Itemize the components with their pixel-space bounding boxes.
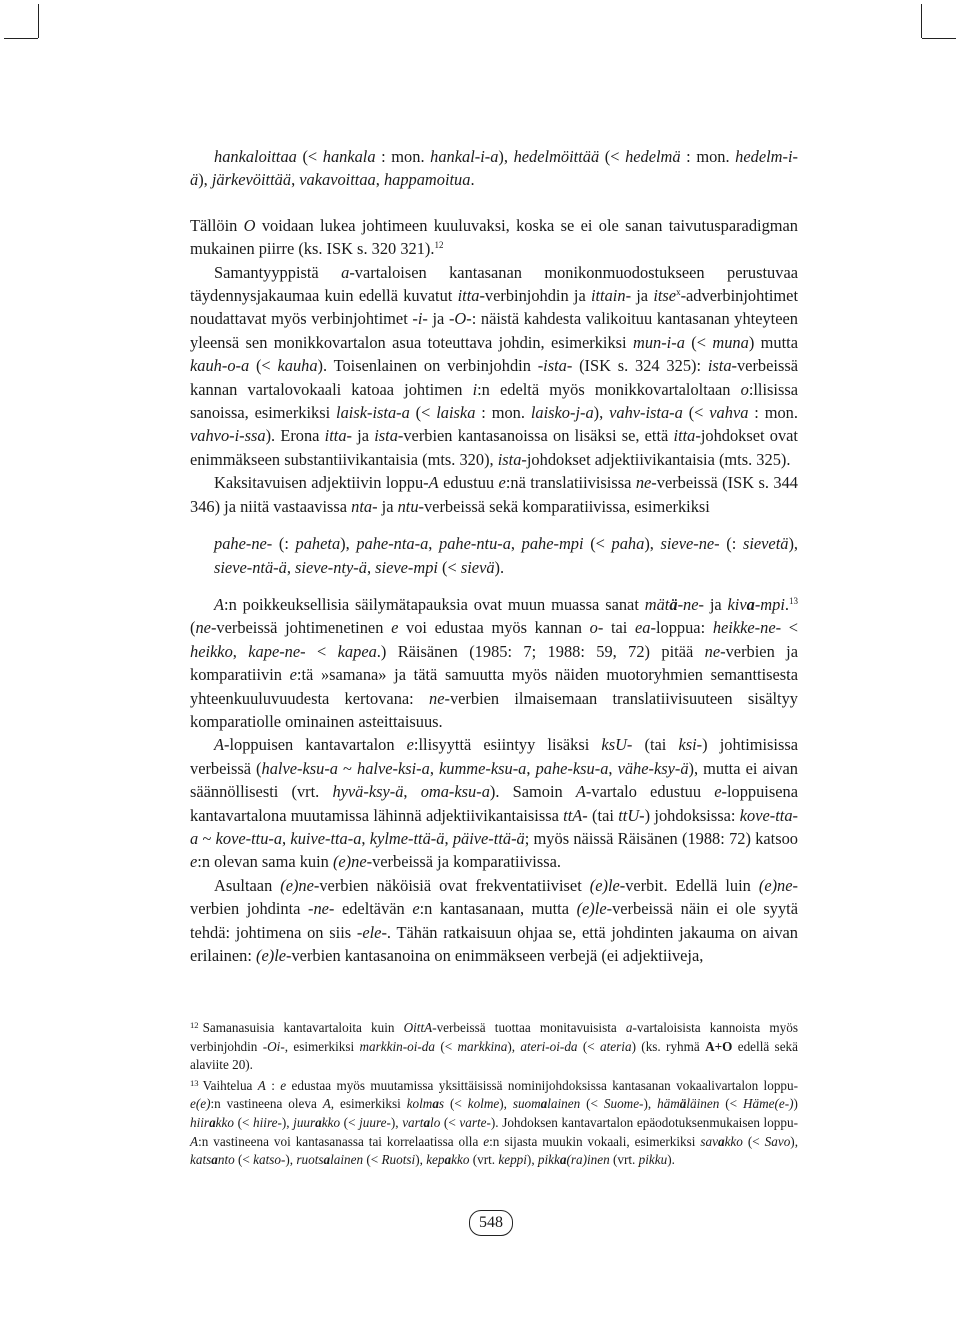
crop-mark-top-left-horizontal [4, 38, 38, 39]
footnote-text: Vaihtelua A : e edustaa myös muutamissa yksittäisissä nominijohdoksissa kantasanan vokaalivartalon loppu-e(e):n vastineena oleva A, esimerkiksi kolmas (< kolme), suomalainen (< Suome-), hämäläinen (< Häme(e-)) hiirakko (< hiire-), juurakko (< juure-), vartalo (< varte-). Johdoksen kantavartalon epäodotuksenmukaisen loppu-A:n vastineena voi kantasanassa tai korrelaatissa olla e:n sijasta muukin vokaali, esimerkiksi savakko (< Savo), katsanto (< katso-), ruotsalainen (< Ruotsi), kepakko (vrt. keppi), pikka(ra)inen (vrt. pikku). [190, 1077, 798, 1168]
paragraph-tallion: Tällöin O voidaan lukea johtimeen kuuluvaksi, koska se ei ole sanan taivutusparadigman mukainen piirre (ks. ISK s. 320 321).$^{12}$ [190, 215, 798, 259]
example-ne-verbs: pahe-ne- (: paheta), pahe-nta-a, pahe-ntu-a, pahe-mpi (< paha), sieve-ne- (: sievetä), sieve-ntä-ä, sieve-nty-ä, sieve-mpi (< sievä). [214, 534, 799, 577]
crop-mark-top-left [38, 4, 39, 38]
footnote-13 [190, 1077, 798, 1170]
paragraph-poikkeukselliset: A:n poikkeuksellisia säilymätapauksia ovat muun muassa sanat mätä-ne- ja kiva-mpi.$^{13}$ (ne-verbeissä johtimenetinen e voi edustaa myös kannan o- tai ea-loppua: heikke-ne- < heikko, kape-ne- < kapea.) Räisänen (1985: 7; 1988: 59, 72) pitää ne-verbien ja komparatiivin e:tä »samana» ja tätä samuutta myös näiden muotoryhmien semanttisesta yhteenkuuluvuudesta kertovana: ne-verbien ilmaisemaan translatiivisuuteen sisältyy komparatiolle ominainen asteittaisuus. [190, 594, 798, 731]
footnote-12 [190, 1019, 798, 1075]
example-list-continued: hankaloittaa (< hankala : mon. hankal-i-a), hedelmöittää (< hedelmä : mon. hedelm-i-ä), järkevöittää, vakavoittaa, happamoitua. [190, 147, 798, 190]
paragraph-kaksitavuisen: Kaksitavuisen adjektiivin loppu-A edustuu e:nä translatiivisissa ne-verbeissä (ISK s. 344 346) ja niitä vastaavissa nta- ja ntu-verbeissä sekä komparatiivissa, esimerkiksi [190, 473, 799, 516]
footnote-number: 12 [190, 1020, 199, 1030]
paragraph-asultaan: Asultaan (e)ne-verbien näköisiä ovat frekventatiiviset (e)le-verbit. Edellä luin (e)ne-verbien johdinta -ne- edeltävän e:n kantasanaan, mutta (e)le-verbeissä näin ei ole syytä tehdä: johtimena on siis -ele-. Tähän ratkaisuun ohjaa se, että johdinten jakauma on aivan erilainen: (e)le-verbien kantasanoina on enimmäkseen verbejä (ei adjektiiveja, [190, 875, 798, 965]
footnote-text: Samanasuisia kantavartaloita kuin OittA-verbeissä tuottaa monitavuisista a-vartaloisista kannoista myös verbinjohdin -Oi-, esimerkiksi markkin-oi-da (< markkina), ateri-oi-da (< ateria) (ks. ryhmä A+O edellä sekä alaviite 20). [190, 1020, 798, 1073]
page-body [190, 145, 798, 967]
footnote-number: 13 [190, 1077, 199, 1088]
crop-mark-top-right [921, 4, 922, 38]
paragraph-a-loppuisen: A-loppuisen kantavartalon e:llisyyttä esiintyy lisäksi ksU- (tai ksi-) johtimisissa verbeissä (halve-ksu-a ~ halve-ksi-a, kumme-ksu-a, pahe-ksu-a, vähe-ksy-ä), mutta ei aivan säännöllisesti (vrt. hyvä-ksy-ä, oma-ksu-a). Samoin A-vartalo edustuu e-loppuisena kantavartalona muutamissa lähinnä adjektiivikantaisissa ttA- (tai ttU-) johdoksissa: kove-tta-a ~ kove-ttu-a, kuive-tta-a, kylme-ttä-ä, päive-ttä-ä; myös näissä Räisänen (1988: 72) katsoo e:n olevan sama kuin (e)ne-verbeissä ja komparatiivissa. [190, 735, 799, 872]
paragraph-samantyyppista: Samantyyppistä a-vartaloisen kantasanan monikonmuodostukseen perustuvaa täydennysjakaumaa kuin edellä kuvatut itta-verbinjohdin ja ittain- ja itse$^x$-adverbinjohtimet noudattavat myös verbinjohtimet -i- ja -O-: näistä kahdesta valikoituu kantasanan yhteyteen yleensä sen monikkovartalon asua toteuttava johdin, esimerkiksi mun-i-a (< muna) mutta kauh-o-a (< kauha). Toisenlainen on verbinjohdin -ista- (ISK s. 324 325): ista-verbeissä kannan vartalovokaali katoaa johtimen i:n edeltä myös monikkovartaloltaan o:llisissa sanoissa, esimerkiksi laisk-ista-a (< laiska : mon. laisko-j-a), vahv-ista-a (< vahva : mon. vahvo-i-ssa). Erona itta- ja ista-verbien kantasanoissa on lisäksi se, että itta-johdokset ovat enimmäkseen substantiivikantaisia (mts. 320), ista-johdokset adjektiivikantaisia (mts. 325). [190, 262, 799, 469]
page-number: 548 [469, 1210, 513, 1236]
crop-mark-top-right-horizontal [922, 38, 956, 39]
footnotes [190, 1019, 798, 1170]
